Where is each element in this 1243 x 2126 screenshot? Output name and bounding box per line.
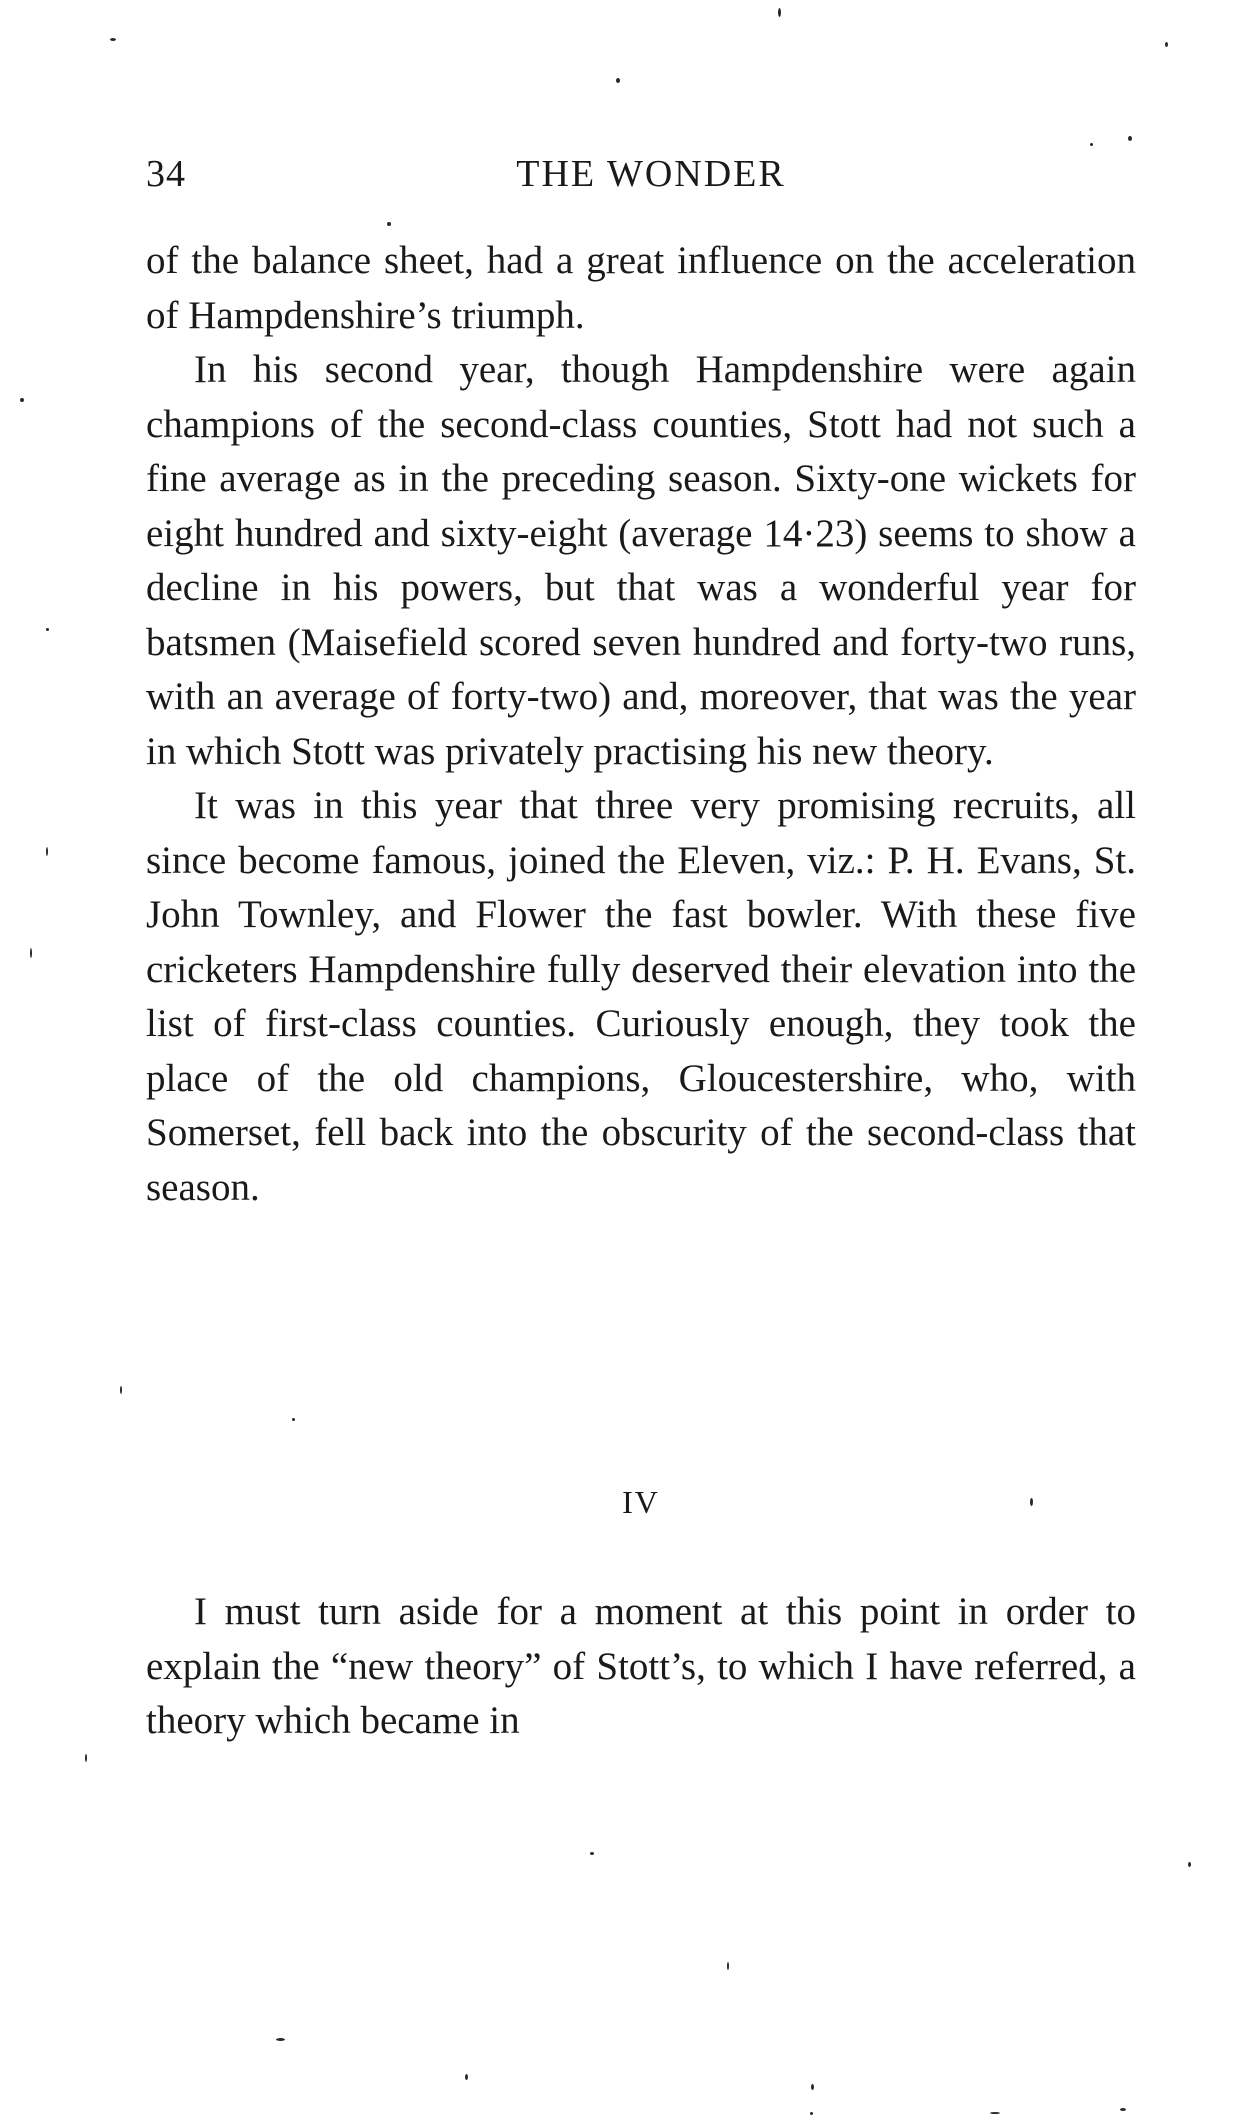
scan-speck [46,628,49,631]
section-heading: IV [622,1484,660,1520]
scan-speck [1128,136,1132,141]
scan-speck [1188,1862,1191,1867]
scan-speck [465,2074,468,2080]
section-body-text [146,1585,1136,1749]
scan-speck [1030,1498,1033,1506]
body-text [146,234,1136,1215]
scan-speck [1090,143,1093,146]
scan-speck [30,948,32,958]
scan-speck [20,398,24,402]
scan-speck [85,1754,87,1762]
scan-speck [46,847,48,856]
scan-speck [292,1418,295,1421]
scan-speck [276,2038,285,2041]
scan-speck [990,2112,1000,2114]
scan-speck [590,1852,594,1855]
scan-speck [811,2084,814,2090]
scan-speck [727,1962,729,1970]
scan-speck [810,2112,813,2115]
running-title: THE WONDER [516,153,786,195]
running-head [146,152,1136,204]
paragraph-continuation: of the balance sheet, had a great influence on the acceleration of Hampdenshire’s triumph. [146,239,1136,337]
scan-speck [110,38,116,41]
paragraph: In his second year, though Hampdenshire were again champions of the second-class counties, Stott had not such a fine average as in the preceding season. Sixty-one wickets for eight hundred and sixty-eight (average 14·23) seems to show a decline in his powers, but that was a wonderful year for batsmen (Maisefield scored seven hundred and forty-two runs, with an average of forty-two) and, moreover, that was the year in which Stott was privately practising his new theory. [146,348,1136,773]
scan-speck [778,8,781,17]
paragraph: I must turn aside for a moment at this point in order to explain the “new theory” of Stott’s, to which I have referred, a theory which became in [146,1590,1136,1742]
scan-speck [616,78,620,83]
scan-speck [1165,42,1168,47]
scan-speck [387,222,391,226]
paragraph: It was in this year that three very promising recruits, all since become famous, joined the Eleven, viz.: P. H. Evans, St. John Townley, and Flower the fast bowler. With these five cricketers Hampdenshire fully deserved their elevation into the list of first-class counties. Curiously enough, they took the place of the old champions, Gloucestershire, who, with Somerset, fell back into the obscurity of the second-class that season. [146,784,1136,1209]
scan-speck [120,1386,122,1394]
page-number: 34 [146,153,186,195]
scan-speck [1120,2108,1126,2111]
